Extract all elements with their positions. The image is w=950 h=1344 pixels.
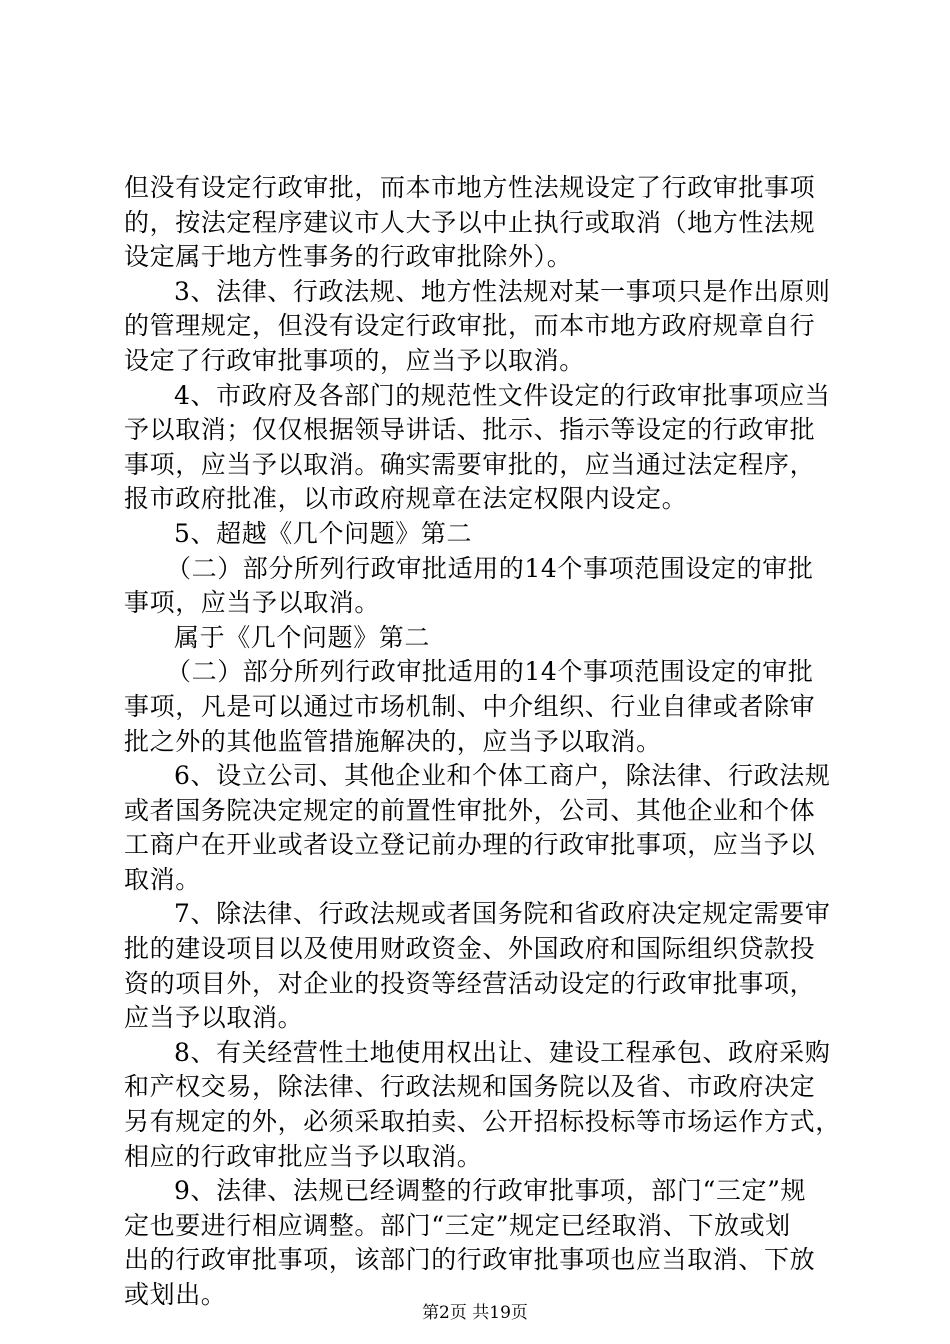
text-line: （二）部分所列行政审批适用的14个事项范围设定的审批 <box>166 553 814 583</box>
text-line: 予以取消；仅仅根据领导讲话、批示、指示等设定的行政审批 <box>124 415 816 445</box>
text-line: 但没有设定行政审批，而本市地方性法规设定了行政审批事项 <box>124 173 816 202</box>
text-line: 5、超越《几个问题》第二 <box>174 518 473 548</box>
page-footer: 第2页 共19页 <box>422 1303 528 1323</box>
text-line: 的，按法定程序建议市人大予以中止执行或取消（地方性法规 <box>124 207 816 237</box>
text-line: 事项，应当予以取消。确实需要审批的，应当通过法定程序， <box>124 449 816 479</box>
text-line: 9、法律、法规已经调整的行政审批事项，部门“三定”规 <box>174 1176 807 1206</box>
text-line: 7、除法律、行政法规或者国务院和省政府决定规定需要审 <box>174 899 831 929</box>
text-line: 取消。 <box>124 864 201 894</box>
text-line: 资的项目外，对企业的投资等经营活动设定的行政审批事项， <box>124 968 816 998</box>
text-line: 另有规定的外，必须采取拍卖、公开招标投标等市场运作方式， <box>124 1107 841 1137</box>
document-body <box>124 171 841 1313</box>
text-line: 设定了行政审批事项的，应当予以取消。 <box>124 345 585 375</box>
text-line: 8、有关经营性土地使用权出让、建设工程承包、政府采购 <box>174 1037 831 1067</box>
text-line: 批的建设项目以及使用财政资金、外国政府和国际组织贷款投 <box>124 934 816 964</box>
text-line: 4、市政府及各部门的规范性文件设定的行政审批事项应当 <box>174 380 831 410</box>
text-line: 定也要进行相应调整。部门“三定”规定已经取消、下放或划 <box>124 1210 791 1240</box>
text-line: 出的行政审批事项，该部门的行政审批事项也应当取消、下放 <box>124 1245 816 1275</box>
text-line: 属于《几个问题》第二 <box>174 622 431 652</box>
text-line: 设定属于地方性事务的行政审批除外）。 <box>124 242 573 272</box>
text-line: （二）部分所列行政审批适用的14个事项范围设定的审批 <box>166 657 814 687</box>
text-line: 和产权交易，除法律、行政法规和国务院以及省、市政府决定 <box>124 1072 816 1102</box>
text-line: 事项，凡是可以通过市场机制、中介组织、行业自律或者除审 <box>124 691 816 721</box>
text-line: 的管理规定，但没有设定行政审批，而本市地方政府规章自行 <box>124 311 816 341</box>
text-line: 应当予以取消。 <box>124 1003 304 1033</box>
text-line: 3、法律、行政法规、地方性法规对某一事项只是作出原则 <box>174 276 831 306</box>
text-line: 或者国务院决定规定的前置性审批外，公司、其他企业和个体 <box>124 795 816 825</box>
text-line: 批之外的其他监管措施解决的，应当予以取消。 <box>124 726 662 756</box>
text-line: 报市政府批准，以市政府规章在法定权限内设定。 <box>124 484 688 514</box>
text-line: 事项，应当予以取消。 <box>124 588 381 618</box>
text-line: 工商户在开业或者设立登记前办理的行政审批事项，应当予以 <box>124 830 816 860</box>
text-line: 或划出。 <box>124 1280 227 1309</box>
text-line: 相应的行政审批应当予以取消。 <box>124 1141 483 1171</box>
text-line: 6、设立公司、其他企业和个体工商户，除法律、行政法规 <box>174 761 831 791</box>
